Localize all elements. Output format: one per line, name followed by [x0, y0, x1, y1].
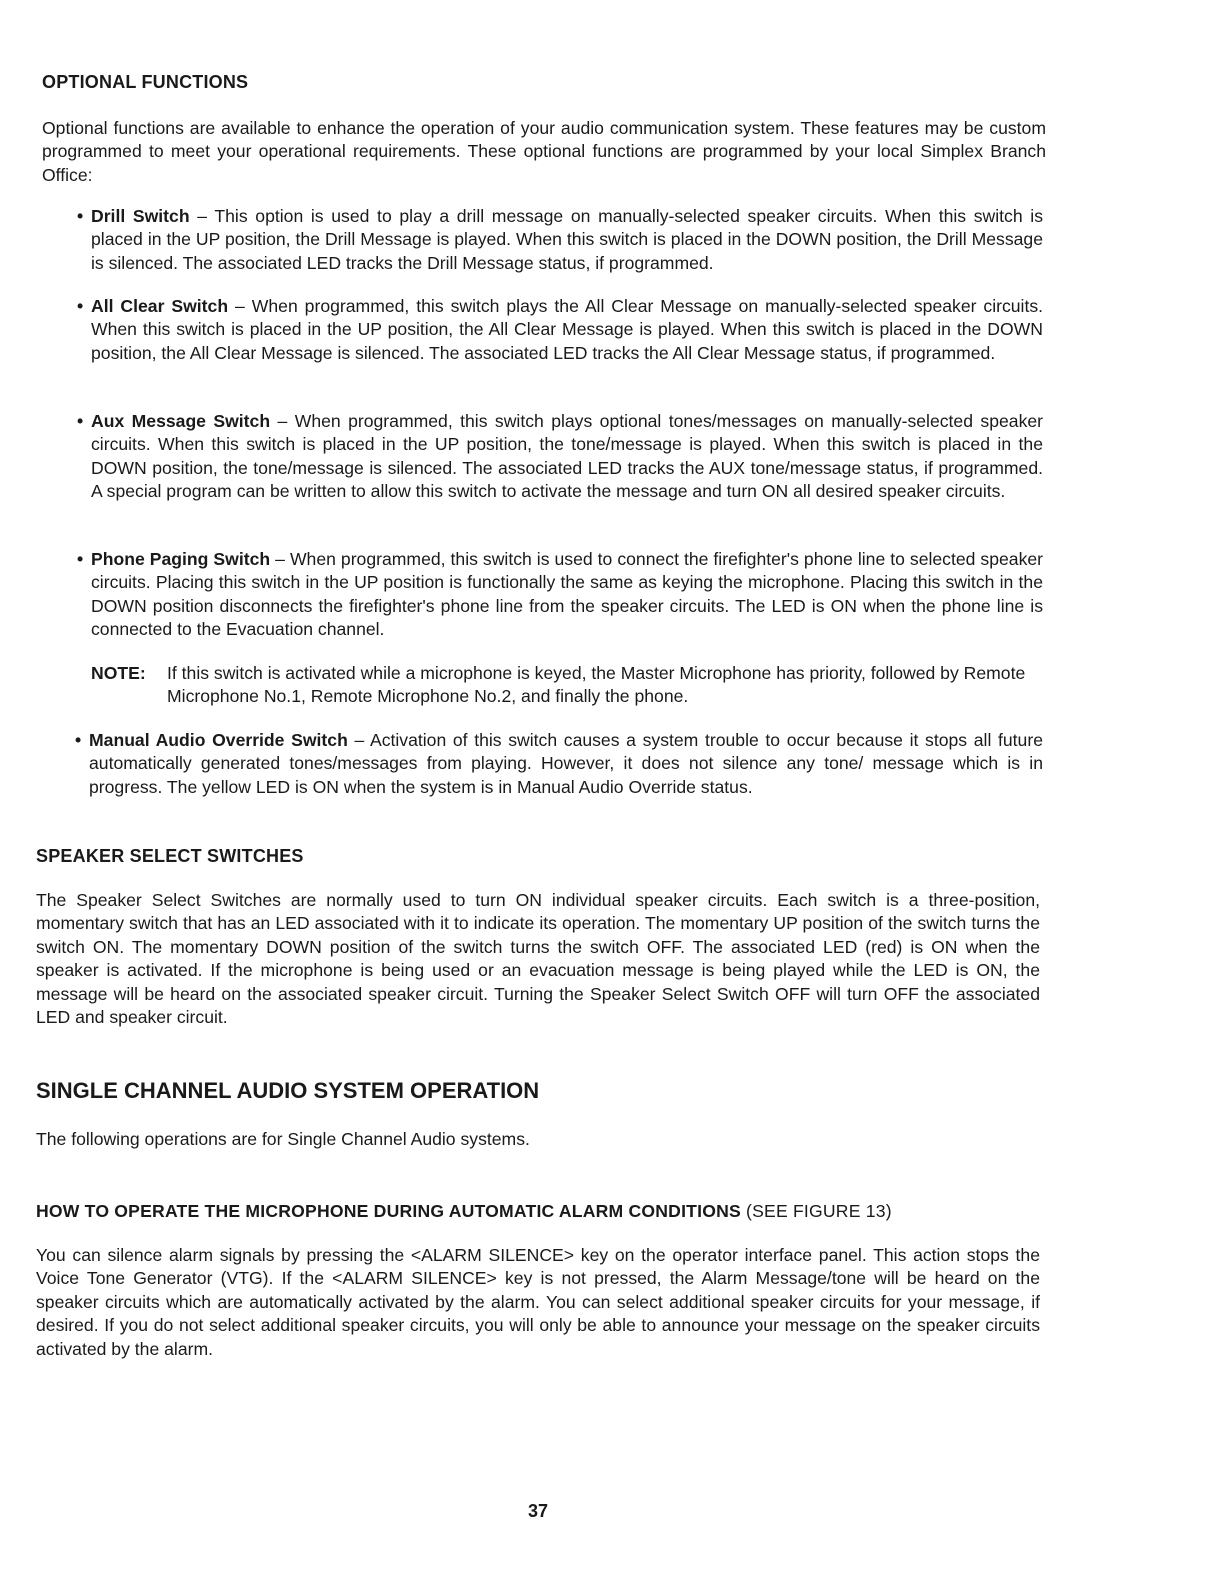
phone-paging-switch-text: When programmed, this switch is used to connect the firefighter's phone line to selected speaker circuits. Placing this switch in the UP position is functionally the same as keying the microphone. Placing this switch in the DOWN position disconnects the firefighter's phone line from the speaker circuits. The LED is ON when the phone line is connected to the Evacuation channel.	[91, 549, 1044, 640]
dash: –	[275, 549, 285, 569]
bullet-phone-paging-switch	[77, 548, 1044, 642]
all-clear-switch-term: All Clear Switch	[91, 296, 229, 316]
note-text: If this switch is activated while a microphone is keyed, the Master Microphone has priority, followed by Remote Microphone No.1, Remote Microphone No.2, and finally the phone.	[167, 663, 1026, 707]
dash: –	[235, 296, 245, 316]
bullet-dot: •	[77, 206, 84, 226]
single-channel-heading: SINGLE CHANNEL AUDIO SYSTEM OPERATION	[36, 1078, 540, 1103]
drill-switch-text: This option is used to play a drill message on manually-selected speaker circuits. When this switch is placed in the UP position, the Drill Message is played. When this switch is placed in the DOWN position, the Drill Message is silenced. The associated LED tracks the Drill Message status, if programmed.	[91, 206, 1043, 273]
bullet-dot: •	[77, 549, 84, 569]
page-number: 37	[527, 1501, 549, 1521]
speaker-select-heading: SPEAKER SELECT SWITCHES	[36, 846, 304, 866]
microphone-heading-title: HOW TO OPERATE THE MICROPHONE DURING AUTOMATIC ALARM CONDITIONS	[36, 1201, 741, 1221]
dash: –	[277, 411, 288, 431]
speaker-select-text: The Speaker Select Switches are normally used to turn ON individual speaker circuits. Each switch is a three-position, momentary switch that has an LED associated with it to indicate its operation. The momentary UP position of the switch turns the switch ON. The momentary DOWN position of the switch turns the switch OFF. The associated LED (red) is ON when the speaker is activated. If the microphone is being used or an evacuation message is being played while the LED is ON, the message will be heard on the associated speaker circuit. Turning the Speaker Select Switch OFF will turn OFF the associated LED and speaker circuit.	[36, 890, 1040, 1028]
optional-functions-heading: OPTIONAL FUNCTIONS	[42, 72, 249, 92]
note-label: NOTE:	[91, 663, 146, 683]
phone-paging-switch-term: Phone Paging Switch	[91, 549, 271, 569]
aux-message-switch-term: Aux Message Switch	[91, 411, 271, 431]
dash: –	[354, 730, 365, 750]
optional-functions-intro: Optional functions are available to enhance the operation of your audio communication system. These features may be custom programmed to meet your operational requirements. These optional functions are programmed by your local Simplex Branch Office:	[42, 118, 1046, 185]
bullet-dot: •	[75, 730, 82, 750]
manual-audio-override-switch-text: Activation of this switch causes a system trouble to occur because it stops all future automatically generated tones/messages from playing. However, it does not silence any tone/ message which is in progress. The yellow LED is ON when the system is in Manual Audio Override status.	[89, 730, 1043, 797]
single-channel-text: The following operations are for Single Channel Audio systems.	[36, 1129, 530, 1149]
aux-message-switch-text: When programmed, this switch plays optional tones/messages on manually-selected speaker circuits. When this switch is placed in the UP position, the tone/message is played. When this switch is placed in the DOWN position, the tone/message is silenced. The associated LED tracks the AUX tone/message status, if programmed. A special program can be written to allow this switch to activate the message and turn ON all desired speaker circuits.	[91, 411, 1044, 502]
bullet-dot: •	[77, 411, 84, 431]
drill-switch-term: Drill Switch	[91, 206, 190, 226]
microphone-heading	[36, 1201, 892, 1222]
bullet-drill-switch	[77, 205, 1043, 275]
bullet-aux-message-switch	[77, 410, 1044, 504]
bullet-dot: •	[77, 296, 84, 316]
manual-audio-override-switch-term: Manual Audio Override Switch	[89, 730, 348, 750]
microphone-text: You can silence alarm signals by pressing the <ALARM SILENCE> key on the operator interface panel. This action stops the Voice Tone Generator (VTG). If the <ALARM SILENCE> key is not pressed, the Alarm Message/tone will be heard on the speaker circuits which are automatically activated by the alarm. You can select additional speaker circuits for your message, if desired. If you do not select additional speaker circuits, you will only be able to announce your message on the speaker circuits activated by the alarm.	[36, 1245, 1040, 1359]
note-block	[91, 662, 1047, 712]
bullet-all-clear-switch	[77, 295, 1044, 365]
bullet-manual-audio-override-switch	[75, 729, 1043, 799]
all-clear-switch-text: When programmed, this switch plays the All Clear Message on manually-selected speaker circuits. When this switch is placed in the UP position, the All Clear Message is played. When this switch is placed in the DOWN position, the All Clear Message is silenced. The associated LED tracks the All Clear Message status, if programmed.	[91, 296, 1044, 363]
microphone-heading-figure-ref: (SEE FIGURE 13)	[746, 1201, 892, 1221]
dash: –	[197, 206, 208, 226]
